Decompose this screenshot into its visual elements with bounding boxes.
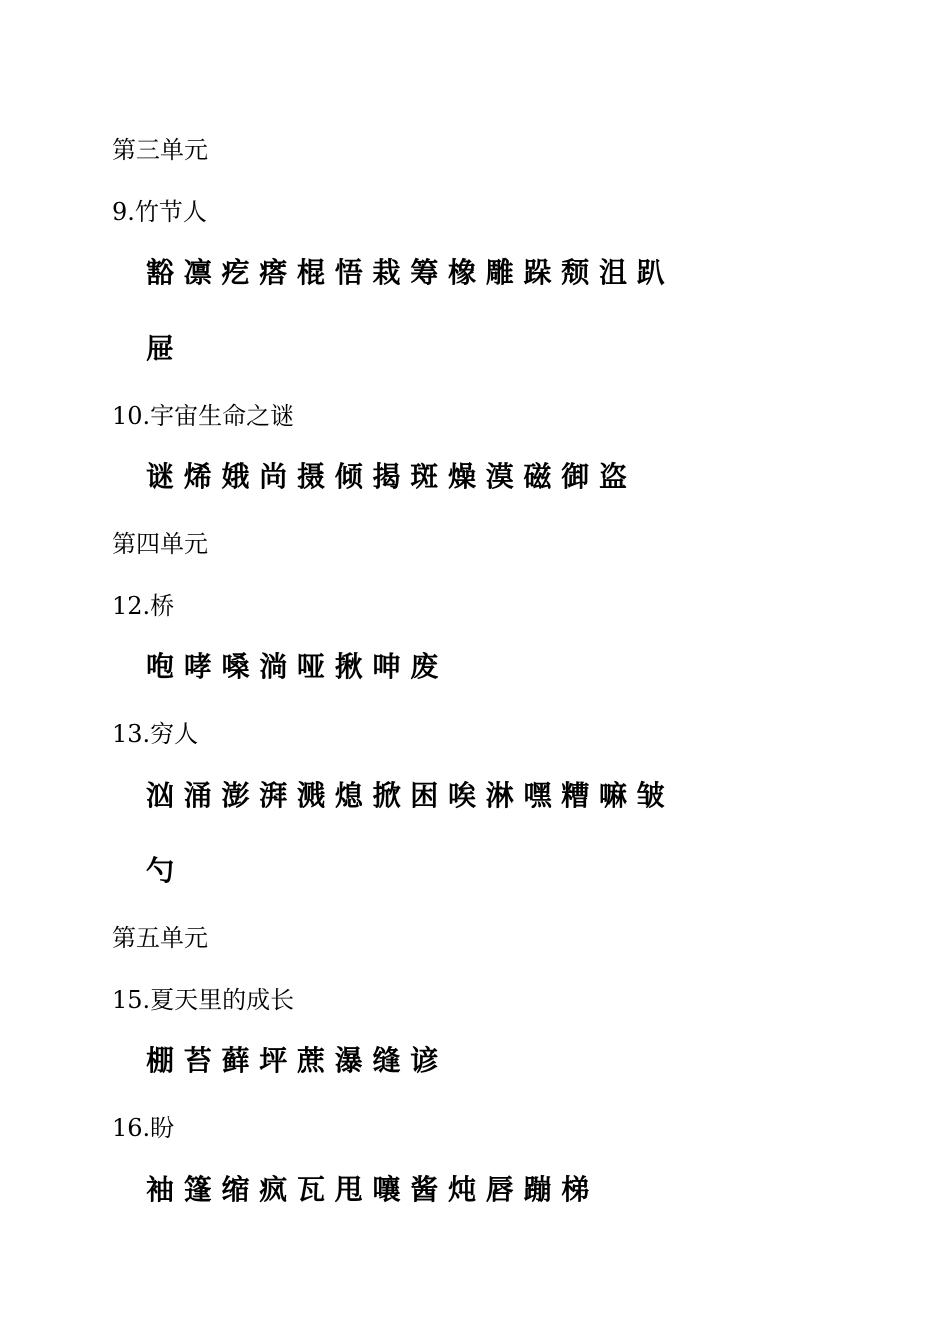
unit-4-heading: 第四单元 <box>112 530 208 558</box>
unit-5-heading: 第五单元 <box>112 924 208 952</box>
lesson-12-title: 12.桥 <box>112 592 175 620</box>
lesson-9-characters-line-1: 豁 凛 疙 瘩 棍 悟 栽 筹 橡 雕 跺 颓 沮 趴 <box>146 256 665 289</box>
lesson-12-characters-line-1: 咆 哮 嗓 淌 哑 揪 呻 废 <box>146 650 439 683</box>
lesson-15-characters-line-1: 棚 苔 藓 坪 蔗 瀑 缝 谚 <box>146 1044 439 1077</box>
lesson-16-title: 16.盼 <box>112 1114 175 1142</box>
lesson-13-characters-line-1: 汹 涌 澎 湃 溅 熄 掀 困 唉 淋 嘿 糟 嘛 皱 <box>146 779 665 812</box>
lesson-9-title: 9.竹节人 <box>112 198 207 226</box>
lesson-9-characters-line-2: 屉 <box>146 332 175 365</box>
lesson-16-characters-line-1: 袖 篷 缩 疯 瓦 甩 嚷 酱 炖 唇 蹦 梯 <box>146 1173 590 1206</box>
unit-3-heading: 第三单元 <box>112 136 208 164</box>
lesson-13-title: 13.穷人 <box>112 720 199 748</box>
lesson-10-characters-line-1: 谜 烯 娥 尚 摄 倾 揭 斑 燥 漠 磁 御 盗 <box>146 460 627 493</box>
lesson-10-title: 10.宇宙生命之谜 <box>112 402 295 430</box>
lesson-13-characters-line-2: 勺 <box>146 854 175 887</box>
lesson-15-title: 15.夏天里的成长 <box>112 986 295 1014</box>
